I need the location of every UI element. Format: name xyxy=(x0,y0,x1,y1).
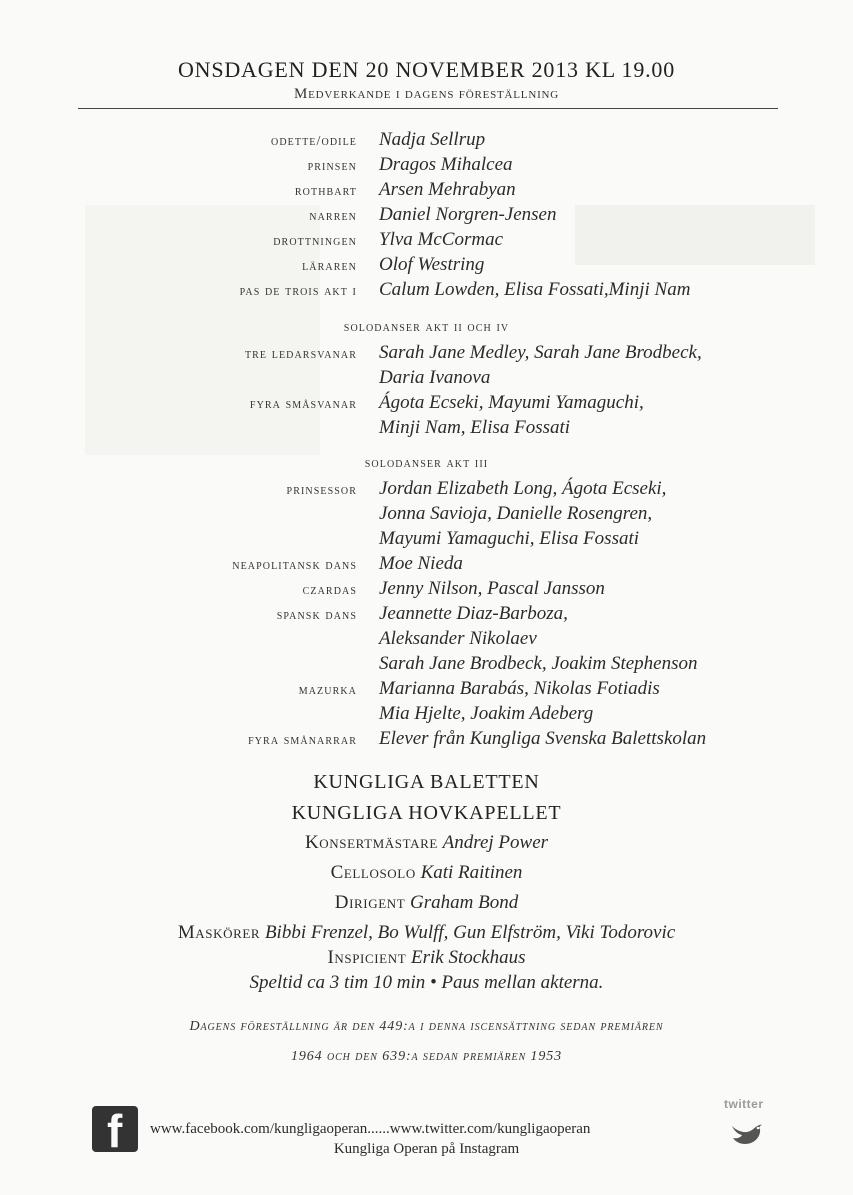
social-links[interactable]: www.facebook.com/kungligaoperan......www.twitter.com/kungligaoperan xyxy=(150,1121,591,1137)
role-label: prinsen xyxy=(307,159,357,174)
dancer-name: Minji Nam, Elisa Fossati xyxy=(379,417,571,438)
credit-name: Bibbi Frenzel, Bo Wulff, Gun Elfström, Viki Todorovic xyxy=(264,922,676,943)
dancer-name: Mia Hjelte, Joakim Adeberg xyxy=(379,703,594,724)
role-label: czardas xyxy=(302,583,357,598)
cast-row xyxy=(0,154,853,179)
dancer-name: Ylva McCormac xyxy=(379,229,504,250)
cast-row-continued xyxy=(0,417,853,442)
dancer-name: Calum Lowden, Elisa Fossati,Minji Nam xyxy=(379,279,691,300)
page-title: ONSDAGEN DEN 20 NOVEMBER 2013 KL 19.00 xyxy=(177,57,676,82)
dancer-name: Ágota Ecseki, Mayumi Yamaguchi, xyxy=(379,392,644,413)
role-label: läraren xyxy=(302,259,357,274)
cast-row xyxy=(0,553,853,578)
credit-label: Maskörer xyxy=(177,922,261,943)
dancer-name: Moe Nieda xyxy=(379,553,463,574)
page-subtitle: Medverkande i dagens föreställning xyxy=(293,86,560,102)
dancer-name: Daniel Norgren-Jensen xyxy=(379,204,557,225)
cast-row-continued xyxy=(0,703,853,728)
dancer-name: Mayumi Yamaguchi, Elisa Fossati xyxy=(379,528,640,549)
twitter-bird-icon[interactable] xyxy=(728,1112,768,1152)
performance-note: 1964 och den 639:a sedan premiären 1953 xyxy=(290,1049,563,1064)
role-label: drottningen xyxy=(273,234,357,249)
credit-name: Andrej Power xyxy=(442,832,549,853)
dancer-name: Daria Ivanova xyxy=(379,367,491,388)
role-label: mazurka xyxy=(298,683,357,698)
role-label: prinsessor xyxy=(286,483,357,498)
cast-row xyxy=(0,179,853,204)
cast-row xyxy=(0,578,853,603)
cast-row xyxy=(0,229,853,254)
cast-row xyxy=(0,254,853,279)
dancer-name: Olof Westring xyxy=(379,254,485,275)
instagram-text: Kungliga Operan på Instagram xyxy=(333,1141,520,1157)
credit-label: Cellosolo xyxy=(330,862,416,883)
credit-name: Kati Raitinen xyxy=(420,862,523,883)
cast-row xyxy=(0,342,853,367)
dancer-name: Marianna Barabás, Nikolas Fotiadis xyxy=(379,678,660,699)
cast-row-continued xyxy=(0,653,853,678)
dancer-name: Jeannette Diaz-Barboza, xyxy=(379,603,568,624)
dancer-name: Sarah Jane Brodbeck, Joakim Stephenson xyxy=(379,653,698,674)
credit-label: Inspicient xyxy=(327,947,407,968)
credit-line xyxy=(0,862,853,884)
section-heading: solodanser akt iii xyxy=(364,456,489,471)
cast-row xyxy=(0,603,853,628)
dancer-name: Sarah Jane Medley, Sarah Jane Brodbeck, xyxy=(379,342,702,363)
role-label: rothbart xyxy=(294,184,357,199)
dancer-name: Jenny Nilson, Pascal Jansson xyxy=(379,578,605,599)
dancer-name: Nadja Sellrup xyxy=(379,129,486,150)
credit-line xyxy=(0,922,853,944)
role-label: fyra smånarrar xyxy=(248,733,357,748)
dancer-name: Aleksander Nikolaev xyxy=(379,628,537,649)
cast-row xyxy=(0,478,853,503)
role-label: narren xyxy=(309,209,357,224)
performance-note: Dagens föreställning är den 449:a i denna iscensättning sedan premiären xyxy=(189,1019,664,1034)
credit-line xyxy=(0,947,853,969)
role-label: tre ledarsvanar xyxy=(244,347,357,362)
cast-row-continued xyxy=(0,367,853,392)
facebook-icon[interactable]: f xyxy=(92,1106,138,1152)
credit-label: Konsertmästare xyxy=(304,832,438,853)
duration-text: Speltid ca 3 tim 10 min • Paus mellan akterna. xyxy=(249,972,604,993)
role-label: fyra småsvanar xyxy=(249,397,357,412)
cast-row xyxy=(0,129,853,154)
cast-row xyxy=(0,279,853,304)
orchestra-name: KUNGLIGA HOVKAPELLET xyxy=(291,802,562,824)
header-divider xyxy=(78,108,778,109)
dancer-name: Jordan Elizabeth Long, Ágota Ecseki, xyxy=(379,478,667,499)
cast-row-continued xyxy=(0,528,853,553)
role-label: odette/odile xyxy=(271,134,357,149)
credit-line xyxy=(0,892,853,914)
dancer-name: Dragos Mihalcea xyxy=(379,154,513,175)
section-heading: solodanser akt ii och iv xyxy=(343,320,510,335)
credit-line xyxy=(0,832,853,854)
dancer-name: Jonna Savioja, Danielle Rosengren, xyxy=(379,503,653,524)
role-label: pas de trois akt i xyxy=(239,284,357,299)
twitter-wordmark: twitter xyxy=(724,1097,764,1111)
company-name: KUNGLIGA BALETTEN xyxy=(313,771,540,793)
role-label: neapolitansk dans xyxy=(232,558,357,573)
credit-label: Dirigent xyxy=(334,892,406,913)
dancer-name: Arsen Mehrabyan xyxy=(379,179,516,200)
cast-row xyxy=(0,392,853,417)
credit-name: Erik Stockhaus xyxy=(411,947,526,968)
credit-name: Graham Bond xyxy=(410,892,519,913)
cast-row-continued xyxy=(0,628,853,653)
dancer-name: Elever från Kungliga Svenska Balettskolan xyxy=(379,728,707,749)
cast-row xyxy=(0,728,853,753)
role-label: spansk dans xyxy=(276,608,357,623)
cast-row xyxy=(0,204,853,229)
cast-row-continued xyxy=(0,503,853,528)
cast-row xyxy=(0,678,853,703)
